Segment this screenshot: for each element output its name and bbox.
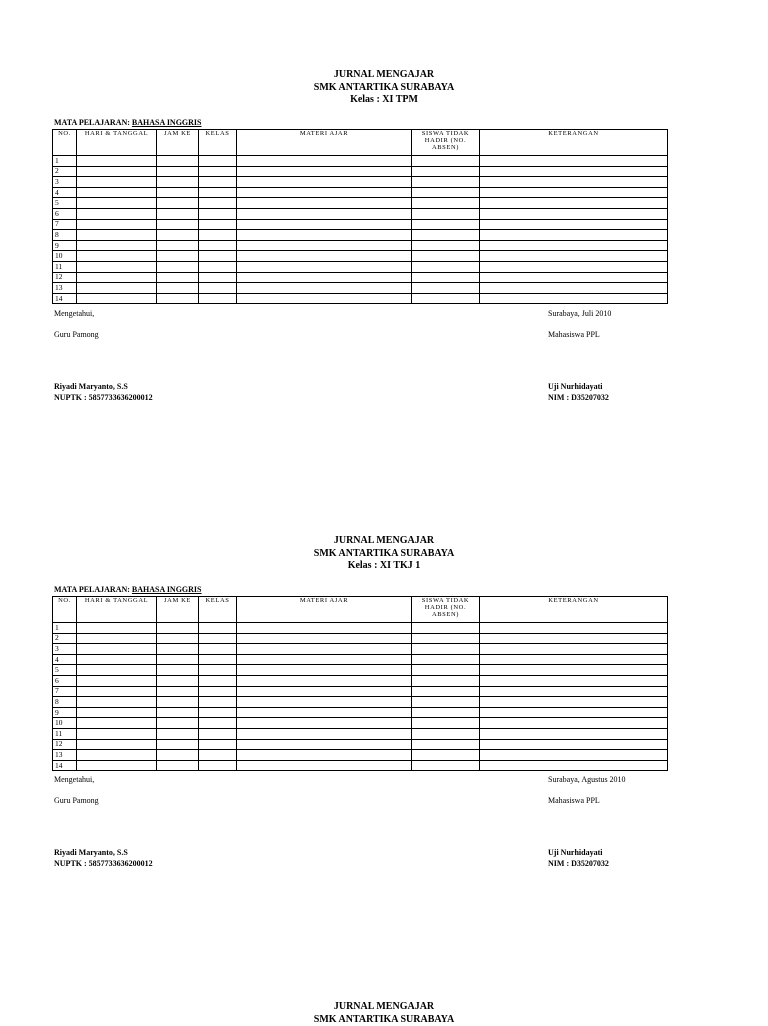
row-number: 13 bbox=[53, 750, 77, 761]
empty-cell bbox=[77, 240, 157, 251]
row-number: 5 bbox=[53, 198, 77, 209]
empty-cell bbox=[77, 293, 157, 304]
row-number: 12 bbox=[53, 739, 77, 750]
empty-cell bbox=[412, 251, 480, 262]
empty-cell bbox=[480, 654, 668, 665]
empty-cell bbox=[199, 261, 237, 272]
empty-cell bbox=[157, 166, 199, 177]
empty-cell bbox=[157, 739, 199, 750]
guru-role: Guru Pamong bbox=[54, 796, 99, 805]
empty-cell bbox=[199, 686, 237, 697]
empty-cell bbox=[199, 644, 237, 655]
empty-cell bbox=[199, 230, 237, 241]
subject-label: MATA PELAJARAN: bbox=[54, 118, 130, 127]
empty-cell bbox=[77, 750, 157, 761]
empty-cell bbox=[412, 739, 480, 750]
empty-cell bbox=[157, 623, 199, 634]
empty-cell bbox=[237, 739, 412, 750]
table-row bbox=[53, 251, 668, 262]
empty-cell bbox=[157, 654, 199, 665]
empty-cell bbox=[237, 261, 412, 272]
empty-cell bbox=[157, 187, 199, 198]
empty-cell bbox=[412, 686, 480, 697]
table-row bbox=[53, 230, 668, 241]
table-row bbox=[53, 156, 668, 167]
mengetahui-label: Mengetahui, bbox=[54, 775, 94, 784]
mahasiswa-name: Uji Nurhidayati bbox=[548, 848, 602, 857]
empty-cell bbox=[157, 283, 199, 294]
row-number: 9 bbox=[53, 707, 77, 718]
empty-cell bbox=[237, 665, 412, 676]
mahasiswa-role: Mahasiswa PPL bbox=[548, 330, 600, 339]
row-number: 7 bbox=[53, 219, 77, 230]
school-name: SMK ANTARTIKA SURABAYA bbox=[0, 1014, 768, 1026]
row-number: 7 bbox=[53, 686, 77, 697]
empty-cell bbox=[199, 177, 237, 188]
empty-cell bbox=[480, 686, 668, 697]
empty-cell bbox=[412, 654, 480, 665]
empty-cell bbox=[480, 208, 668, 219]
empty-cell bbox=[480, 750, 668, 761]
empty-cell bbox=[412, 675, 480, 686]
empty-cell bbox=[237, 697, 412, 708]
journal-table bbox=[52, 129, 668, 304]
empty-cell bbox=[199, 739, 237, 750]
empty-cell bbox=[480, 177, 668, 188]
empty-cell bbox=[237, 187, 412, 198]
empty-cell bbox=[237, 219, 412, 230]
journal-title: JURNAL MENGAJAR bbox=[0, 69, 768, 82]
empty-cell bbox=[77, 187, 157, 198]
empty-cell bbox=[412, 177, 480, 188]
row-number: 5 bbox=[53, 665, 77, 676]
empty-cell bbox=[480, 272, 668, 283]
table-row bbox=[53, 261, 668, 272]
mengetahui-label: Mengetahui, bbox=[54, 309, 94, 318]
empty-cell bbox=[77, 230, 157, 241]
empty-cell bbox=[199, 166, 237, 177]
empty-cell bbox=[77, 219, 157, 230]
empty-cell bbox=[157, 728, 199, 739]
subject-label: MATA PELAJARAN: bbox=[54, 585, 130, 594]
empty-cell bbox=[199, 750, 237, 761]
place-date: Surabaya, Agustus 2010 bbox=[548, 775, 626, 784]
empty-cell bbox=[157, 750, 199, 761]
empty-cell bbox=[412, 240, 480, 251]
empty-cell bbox=[237, 623, 412, 634]
empty-cell bbox=[480, 675, 668, 686]
class-label: Kelas : XI TKJ 1 bbox=[0, 560, 768, 573]
empty-cell bbox=[480, 251, 668, 262]
empty-cell bbox=[237, 230, 412, 241]
empty-cell bbox=[157, 230, 199, 241]
empty-cell bbox=[77, 156, 157, 167]
empty-cell bbox=[157, 644, 199, 655]
empty-cell bbox=[480, 240, 668, 251]
row-number: 1 bbox=[53, 156, 77, 167]
table-row bbox=[53, 707, 668, 718]
table-row bbox=[53, 750, 668, 761]
row-number: 6 bbox=[53, 208, 77, 219]
empty-cell bbox=[237, 644, 412, 655]
empty-cell bbox=[412, 272, 480, 283]
col-no: NO. bbox=[53, 130, 77, 156]
empty-cell bbox=[199, 675, 237, 686]
table-body bbox=[53, 623, 668, 771]
empty-cell bbox=[199, 283, 237, 294]
empty-cell bbox=[412, 750, 480, 761]
place-date: Surabaya, Juli 2010 bbox=[548, 309, 611, 318]
empty-cell bbox=[237, 707, 412, 718]
row-number: 3 bbox=[53, 177, 77, 188]
empty-cell bbox=[77, 728, 157, 739]
empty-cell bbox=[412, 623, 480, 634]
empty-cell bbox=[77, 760, 157, 771]
table-row bbox=[53, 187, 668, 198]
journal-heading bbox=[0, 535, 768, 573]
empty-cell bbox=[199, 156, 237, 167]
empty-cell bbox=[157, 293, 199, 304]
empty-cell bbox=[77, 623, 157, 634]
guru-role: Guru Pamong bbox=[54, 330, 99, 339]
row-number: 4 bbox=[53, 187, 77, 198]
row-number: 11 bbox=[53, 261, 77, 272]
empty-cell bbox=[199, 760, 237, 771]
empty-cell bbox=[157, 675, 199, 686]
empty-cell bbox=[412, 293, 480, 304]
school-name: SMK ANTARTIKA SURABAYA bbox=[0, 82, 768, 95]
journal-table bbox=[52, 596, 668, 771]
empty-cell bbox=[412, 283, 480, 294]
subject-line bbox=[54, 118, 202, 127]
row-number: 4 bbox=[53, 654, 77, 665]
table-row bbox=[53, 760, 668, 771]
empty-cell bbox=[480, 633, 668, 644]
empty-cell bbox=[412, 230, 480, 241]
empty-cell bbox=[480, 665, 668, 676]
empty-cell bbox=[199, 707, 237, 718]
table-row bbox=[53, 177, 668, 188]
col-notes: KETERANGAN bbox=[480, 130, 668, 156]
empty-cell bbox=[237, 718, 412, 729]
class-label: Kelas : XI TPM bbox=[0, 94, 768, 107]
empty-cell bbox=[412, 760, 480, 771]
empty-cell bbox=[199, 240, 237, 251]
table-row bbox=[53, 718, 668, 729]
table-header-row bbox=[53, 130, 668, 156]
empty-cell bbox=[480, 739, 668, 750]
empty-cell bbox=[237, 208, 412, 219]
empty-cell bbox=[157, 718, 199, 729]
table-body bbox=[53, 156, 668, 304]
empty-cell bbox=[77, 272, 157, 283]
empty-cell bbox=[480, 728, 668, 739]
table-row bbox=[53, 208, 668, 219]
empty-cell bbox=[412, 187, 480, 198]
empty-cell bbox=[480, 219, 668, 230]
col-absent: SISWA TIDAK HADIR (NO. ABSEN) bbox=[412, 597, 480, 623]
empty-cell bbox=[157, 198, 199, 209]
mahasiswa-role: Mahasiswa PPL bbox=[548, 796, 600, 805]
table-row bbox=[53, 739, 668, 750]
empty-cell bbox=[199, 718, 237, 729]
empty-cell bbox=[412, 208, 480, 219]
school-name: SMK ANTARTIKA SURABAYA bbox=[0, 548, 768, 561]
empty-cell bbox=[157, 208, 199, 219]
table-row bbox=[53, 219, 668, 230]
table-row bbox=[53, 644, 668, 655]
row-number: 6 bbox=[53, 675, 77, 686]
empty-cell bbox=[412, 665, 480, 676]
empty-cell bbox=[412, 219, 480, 230]
empty-cell bbox=[199, 251, 237, 262]
col-day: HARI & TANGGAL bbox=[77, 130, 157, 156]
empty-cell bbox=[199, 697, 237, 708]
empty-cell bbox=[480, 707, 668, 718]
empty-cell bbox=[77, 177, 157, 188]
empty-cell bbox=[237, 654, 412, 665]
empty-cell bbox=[77, 686, 157, 697]
empty-cell bbox=[480, 718, 668, 729]
row-number: 12 bbox=[53, 272, 77, 283]
empty-cell bbox=[412, 644, 480, 655]
row-number: 3 bbox=[53, 644, 77, 655]
empty-cell bbox=[77, 283, 157, 294]
empty-cell bbox=[412, 156, 480, 167]
empty-cell bbox=[412, 198, 480, 209]
empty-cell bbox=[412, 728, 480, 739]
empty-cell bbox=[237, 166, 412, 177]
mahasiswa-id: NIM : D35207032 bbox=[548, 859, 609, 868]
col-hour: JAM KE bbox=[157, 597, 199, 623]
row-number: 2 bbox=[53, 166, 77, 177]
empty-cell bbox=[77, 251, 157, 262]
table-row bbox=[53, 240, 668, 251]
col-kelas: KELAS bbox=[199, 130, 237, 156]
empty-cell bbox=[77, 261, 157, 272]
empty-cell bbox=[157, 219, 199, 230]
row-number: 14 bbox=[53, 760, 77, 771]
empty-cell bbox=[199, 293, 237, 304]
empty-cell bbox=[77, 697, 157, 708]
table-row bbox=[53, 654, 668, 665]
empty-cell bbox=[480, 187, 668, 198]
empty-cell bbox=[237, 760, 412, 771]
table-row bbox=[53, 697, 668, 708]
table-header-row bbox=[53, 597, 668, 623]
empty-cell bbox=[77, 654, 157, 665]
empty-cell bbox=[237, 272, 412, 283]
empty-cell bbox=[157, 156, 199, 167]
empty-cell bbox=[480, 283, 668, 294]
journal-title: JURNAL MENGAJAR bbox=[0, 535, 768, 548]
empty-cell bbox=[157, 177, 199, 188]
empty-cell bbox=[77, 675, 157, 686]
mahasiswa-name: Uji Nurhidayati bbox=[548, 382, 602, 391]
empty-cell bbox=[237, 633, 412, 644]
row-number: 8 bbox=[53, 230, 77, 241]
empty-cell bbox=[412, 261, 480, 272]
col-material: MATERI AJAR bbox=[237, 130, 412, 156]
empty-cell bbox=[77, 739, 157, 750]
empty-cell bbox=[77, 665, 157, 676]
row-number: 2 bbox=[53, 633, 77, 644]
empty-cell bbox=[480, 697, 668, 708]
subject-line bbox=[54, 585, 202, 594]
empty-cell bbox=[199, 654, 237, 665]
row-number: 11 bbox=[53, 728, 77, 739]
empty-cell bbox=[237, 293, 412, 304]
empty-cell bbox=[199, 198, 237, 209]
empty-cell bbox=[237, 675, 412, 686]
guru-id: NUPTK : 5857733636200012 bbox=[54, 859, 153, 868]
col-absent: SISWA TIDAK HADIR (NO. ABSEN) bbox=[412, 130, 480, 156]
empty-cell bbox=[157, 665, 199, 676]
mahasiswa-id: NIM : D35207032 bbox=[548, 393, 609, 402]
empty-cell bbox=[480, 198, 668, 209]
empty-cell bbox=[480, 261, 668, 272]
empty-cell bbox=[237, 750, 412, 761]
row-number: 9 bbox=[53, 240, 77, 251]
col-material: MATERI AJAR bbox=[237, 597, 412, 623]
empty-cell bbox=[412, 718, 480, 729]
empty-cell bbox=[237, 283, 412, 294]
empty-cell bbox=[157, 272, 199, 283]
empty-cell bbox=[77, 633, 157, 644]
table-row bbox=[53, 283, 668, 294]
empty-cell bbox=[77, 198, 157, 209]
col-notes: KETERANGAN bbox=[480, 597, 668, 623]
empty-cell bbox=[237, 240, 412, 251]
row-number: 8 bbox=[53, 697, 77, 708]
empty-cell bbox=[157, 251, 199, 262]
empty-cell bbox=[77, 718, 157, 729]
empty-cell bbox=[480, 230, 668, 241]
row-number: 14 bbox=[53, 293, 77, 304]
guru-id: NUPTK : 5857733636200012 bbox=[54, 393, 153, 402]
empty-cell bbox=[157, 686, 199, 697]
subject-value: BAHASA INGGRIS bbox=[132, 585, 202, 594]
table-row bbox=[53, 166, 668, 177]
empty-cell bbox=[199, 219, 237, 230]
empty-cell bbox=[480, 156, 668, 167]
row-number: 10 bbox=[53, 251, 77, 262]
journal-heading bbox=[0, 1001, 768, 1026]
empty-cell bbox=[412, 166, 480, 177]
table-row bbox=[53, 665, 668, 676]
empty-cell bbox=[237, 251, 412, 262]
empty-cell bbox=[157, 697, 199, 708]
col-kelas: KELAS bbox=[199, 597, 237, 623]
table-row bbox=[53, 623, 668, 634]
table-row bbox=[53, 198, 668, 209]
table-row bbox=[53, 675, 668, 686]
empty-cell bbox=[412, 633, 480, 644]
row-number: 13 bbox=[53, 283, 77, 294]
empty-cell bbox=[237, 686, 412, 697]
empty-cell bbox=[412, 697, 480, 708]
empty-cell bbox=[157, 707, 199, 718]
col-no: NO. bbox=[53, 597, 77, 623]
guru-name: Riyadi Maryanto, S.S bbox=[54, 848, 128, 857]
empty-cell bbox=[157, 261, 199, 272]
empty-cell bbox=[77, 644, 157, 655]
empty-cell bbox=[199, 208, 237, 219]
empty-cell bbox=[157, 240, 199, 251]
empty-cell bbox=[480, 293, 668, 304]
empty-cell bbox=[199, 272, 237, 283]
guru-name: Riyadi Maryanto, S.S bbox=[54, 382, 128, 391]
table-row bbox=[53, 728, 668, 739]
empty-cell bbox=[237, 728, 412, 739]
empty-cell bbox=[412, 707, 480, 718]
table-row bbox=[53, 633, 668, 644]
empty-cell bbox=[480, 644, 668, 655]
col-hour: JAM KE bbox=[157, 130, 199, 156]
empty-cell bbox=[199, 633, 237, 644]
table-row bbox=[53, 272, 668, 283]
empty-cell bbox=[480, 623, 668, 634]
empty-cell bbox=[480, 760, 668, 771]
empty-cell bbox=[237, 156, 412, 167]
empty-cell bbox=[199, 623, 237, 634]
empty-cell bbox=[157, 633, 199, 644]
empty-cell bbox=[199, 728, 237, 739]
table-row bbox=[53, 293, 668, 304]
empty-cell bbox=[199, 187, 237, 198]
row-number: 10 bbox=[53, 718, 77, 729]
empty-cell bbox=[199, 665, 237, 676]
subject-value: BAHASA INGGRIS bbox=[132, 118, 202, 127]
empty-cell bbox=[237, 198, 412, 209]
empty-cell bbox=[157, 760, 199, 771]
empty-cell bbox=[77, 707, 157, 718]
empty-cell bbox=[77, 166, 157, 177]
row-number: 1 bbox=[53, 623, 77, 634]
col-day: HARI & TANGGAL bbox=[77, 597, 157, 623]
journal-title: JURNAL MENGAJAR bbox=[0, 1001, 768, 1014]
table-row bbox=[53, 686, 668, 697]
empty-cell bbox=[77, 208, 157, 219]
journal-heading bbox=[0, 69, 768, 107]
empty-cell bbox=[480, 166, 668, 177]
empty-cell bbox=[237, 177, 412, 188]
